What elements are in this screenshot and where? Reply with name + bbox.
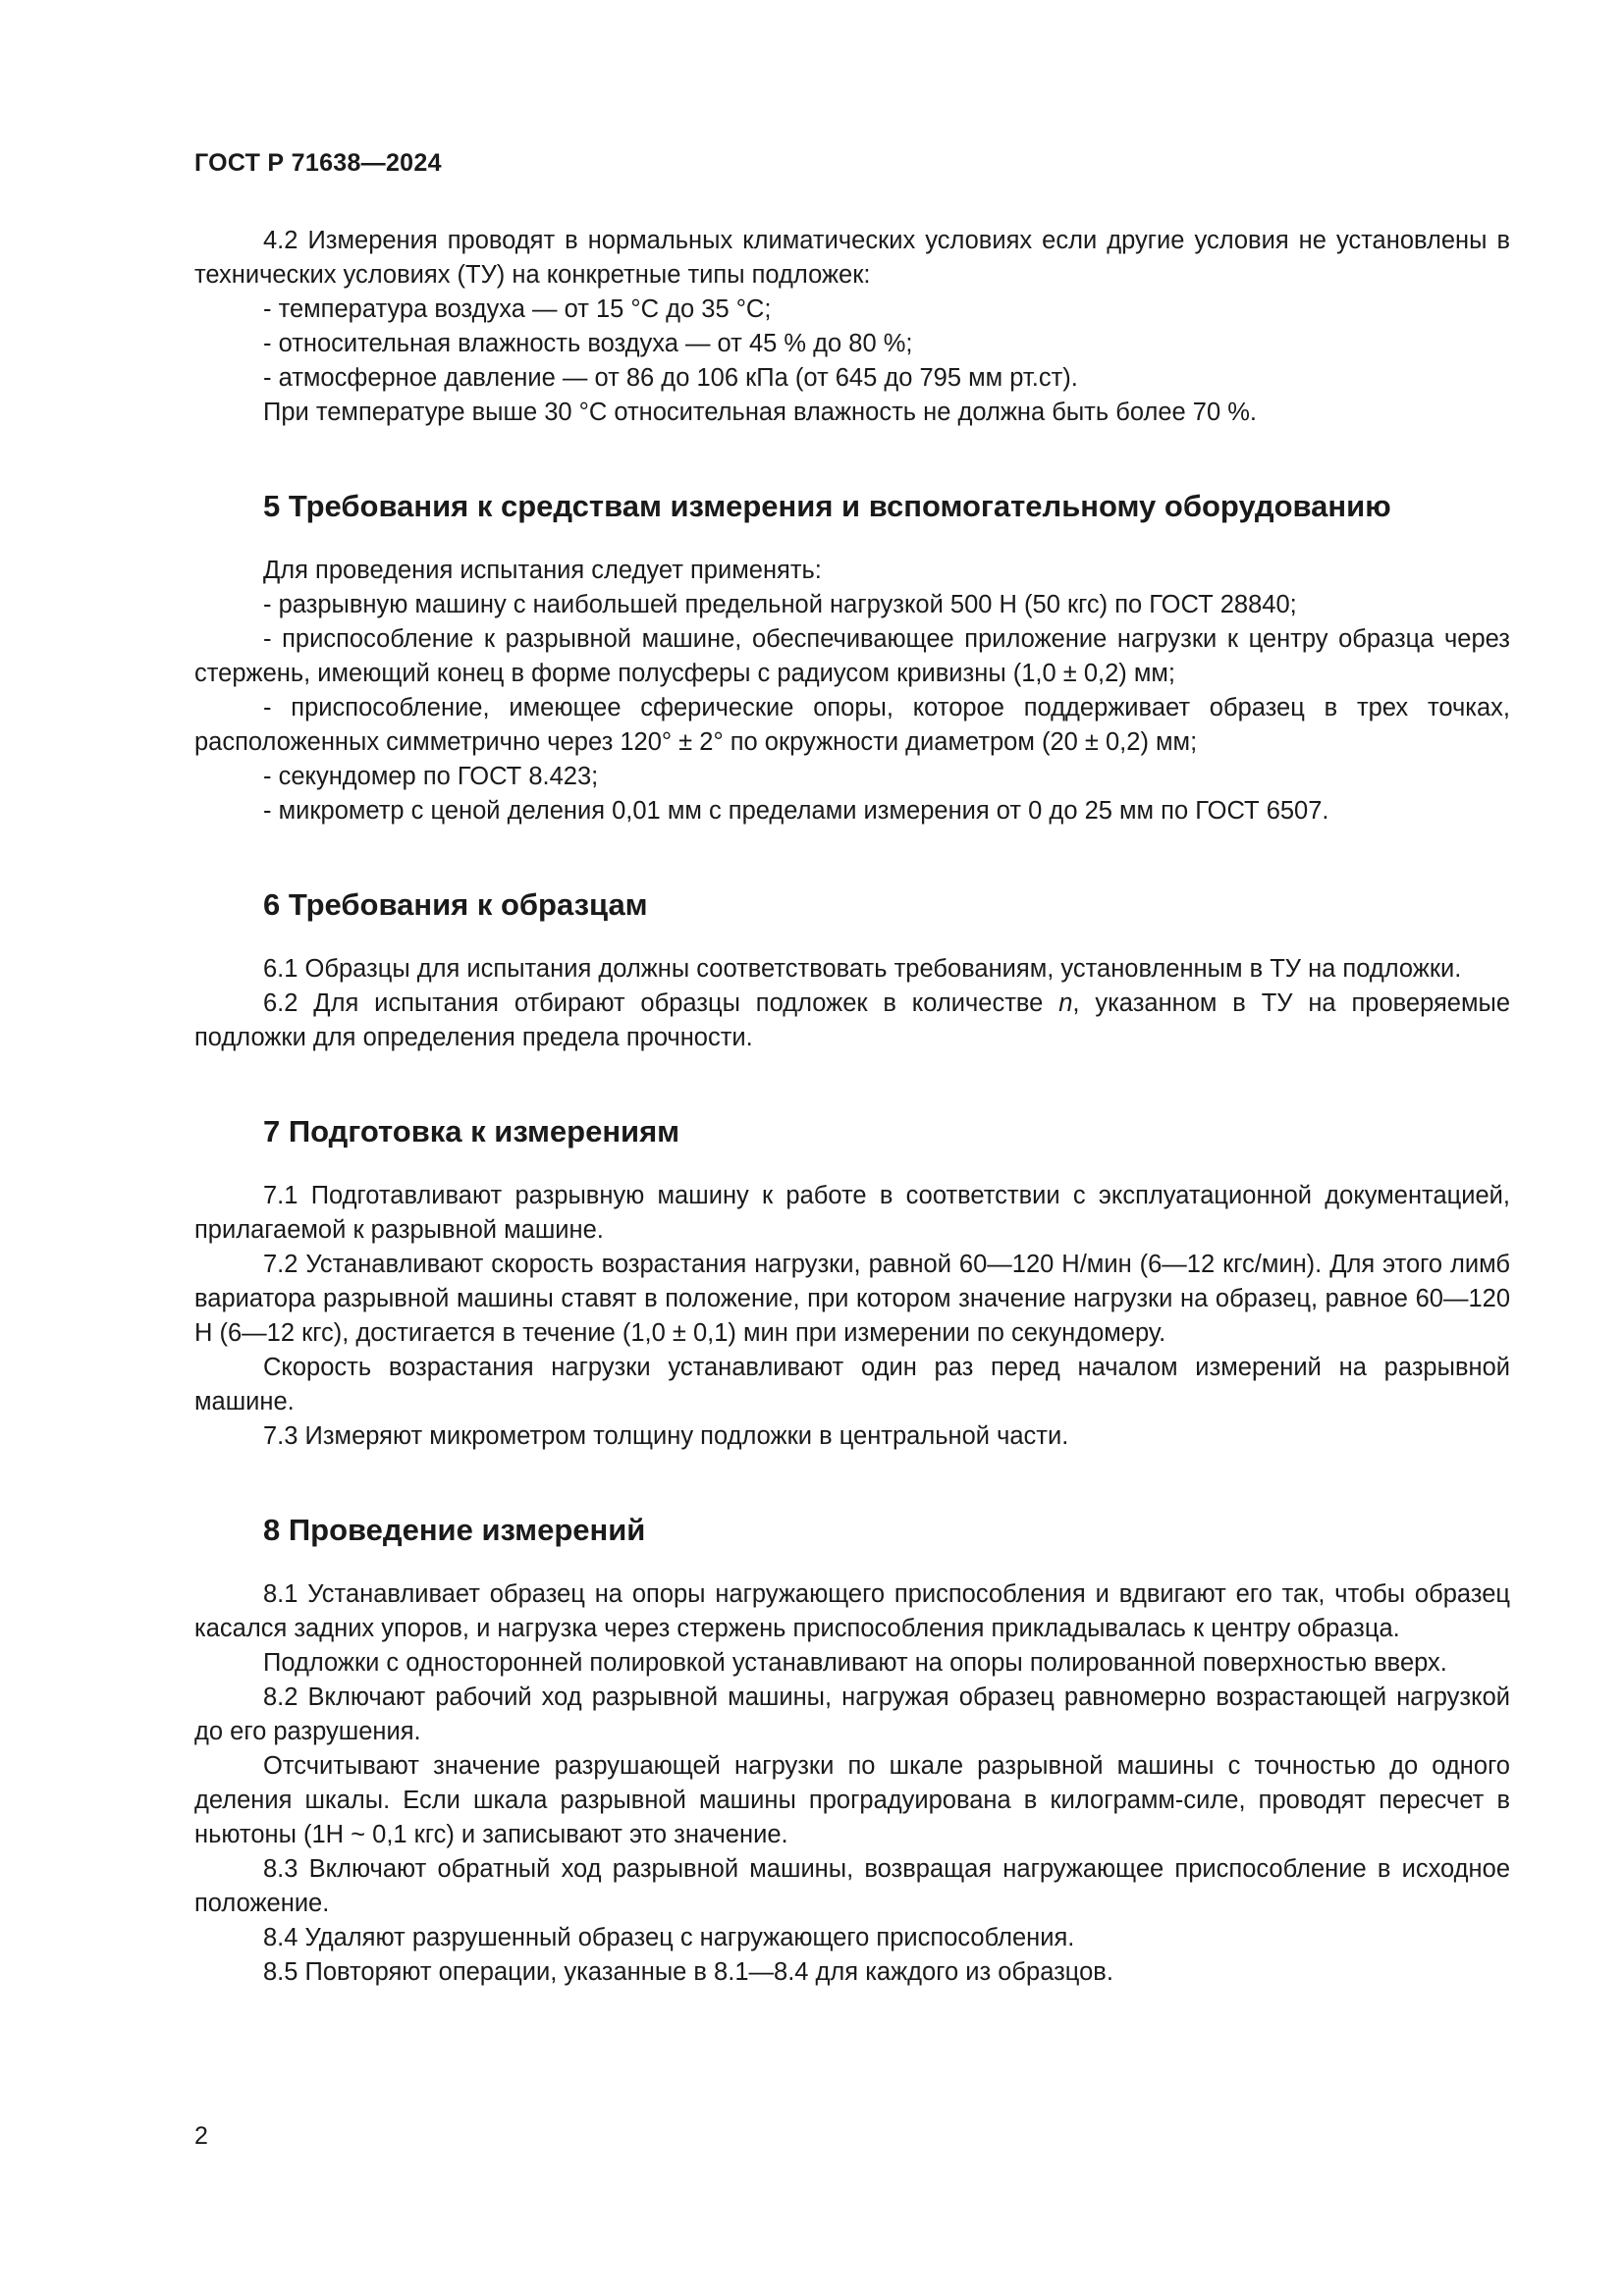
paragraph-6-2-text-end: , указанном в ТУ на проверяемые подложки для определения предела прочности. [194, 989, 1511, 1051]
section-5-intro: Для проведения испытания следует применять: [263, 557, 822, 584]
paragraph-8-1: 8.1 Устанавливает образец на опоры нагружающего приспособления и вдвигают его так, чтобы образец касался задних упоров, и нагрузка через стержень приспособления прикладывалась к центру образца. [194, 1580, 1510, 1642]
paragraph-8-2: 8.2 Включают рабочий ход разрывной машины, нагружая образец равномерно возрастающей нагрузкой до его разрушения. [194, 1683, 1510, 1745]
document-body [194, 224, 1510, 1990]
paragraph-6-2-text-start: 6.2 Для испытания отбирают образцы подложек в количестве [263, 989, 1059, 1017]
paragraph-8-4: 8.4 Удаляют разрушенный образец с нагружающего приспособления. [263, 1924, 1075, 1951]
paragraph-7-3: 7.3 Измеряют микрометром толщину подложки в центральной части. [263, 1422, 1069, 1450]
section-8-title: 8 Проведение измерений [263, 1513, 646, 1547]
page-number: 2 [194, 2122, 208, 2150]
list-item: - температура воздуха — от 15 °С до 35 °С; [263, 295, 772, 323]
list-item: - относительная влажность воздуха — от 45 % до 80 %; [263, 330, 913, 357]
section-5-title: 5 Требования к средствам измерения и вспомогательному оборудованию [263, 489, 1391, 523]
paragraph-8-3: 8.3 Включают обратный ход разрывной машины, возвращая нагружающее приспособление в исходное положение. [194, 1855, 1510, 1917]
paragraph-6-2 [194, 987, 1510, 1055]
section-6-title: 6 Требования к образцам [263, 887, 648, 922]
paragraph-7-1: 7.1 Подготавливают разрывную машину к работе в соответствии с эксплуатационной документацией, прилагаемой к разрывной машине. [194, 1182, 1510, 1244]
list-item: - секундомер по ГОСТ 8.423; [263, 763, 599, 790]
paragraph-4-2-note: При температуре выше 30 °С относительная влажность не должна быть более 70 %. [263, 399, 1257, 426]
variable-n: n [1058, 989, 1073, 1017]
list-item: - микрометр с ценой деления 0,01 мм с пределами измерения от 0 до 25 мм по ГОСТ 6507. [263, 797, 1329, 825]
paragraph-8-5: 8.5 Повторяют операции, указанные в 8.1—8.4 для каждого из образцов. [263, 1958, 1113, 1986]
list-item: - приспособление, имеющее сферические опоры, которое поддерживает образец в трех точках, расположенных симметрично через 120° ± 2° по окружности диаметром (20 ± 0,2) мм; [194, 694, 1510, 756]
paragraph-6-1: 6.1 Образцы для испытания должны соответствовать требованиям, установленным в ТУ на подложки. [263, 955, 1462, 983]
paragraph-4-2: 4.2 Измерения проводят в нормальных климатических условиях если другие условия не установлены в технических условиях (ТУ) на конкретные типы подложек: [194, 227, 1510, 289]
list-item: - атмосферное давление — от 86 до 106 кПа (от 645 до 795 мм рт.ст). [263, 364, 1078, 392]
section-7-title: 7 Подготовка к измерениям [263, 1114, 680, 1148]
paragraph-8-2-cont: Отсчитывают значение разрушающей нагрузки по шкале разрывной машины с точностью до одного деления шкалы. Если шкала разрывной машины проградуирована в килограмм-силе, проводят пересчет в ньютоны (1Н ~ 0,1 кгс) и записывают это значение. [194, 1752, 1510, 1848]
document-code: ГОСТ Р 71638—2024 [194, 149, 442, 177]
paragraph-7-2-cont: Скорость возрастания нагрузки устанавливают один раз перед началом измерений на разрывной машине. [194, 1354, 1510, 1415]
paragraph-8-1-cont: Подложки с односторонней полировкой устанавливают на опоры полированной поверхностью вверх. [263, 1649, 1447, 1677]
list-item: - разрывную машину с наибольшей предельной нагрузкой 500 Н (50 кгс) по ГОСТ 28840; [263, 591, 1297, 618]
list-item: - приспособление к разрывной машине, обеспечивающее приложение нагрузки к центру образца через стержень, имеющий конец в форме полусферы с радиусом кривизны (1,0 ± 0,2) мм; [194, 625, 1510, 687]
paragraph-7-2: 7.2 Устанавливают скорость возрастания нагрузки, равной 60—120 Н/мин (6—12 кгс/мин). Для этого лимб вариатора разрывной машины ставят в положение, при котором значение нагрузки на образец, равное 60—120 Н (6—12 кгс), достигается в течение (1,0 ± 0,1) мин при измерении по секундомеру. [194, 1251, 1510, 1347]
